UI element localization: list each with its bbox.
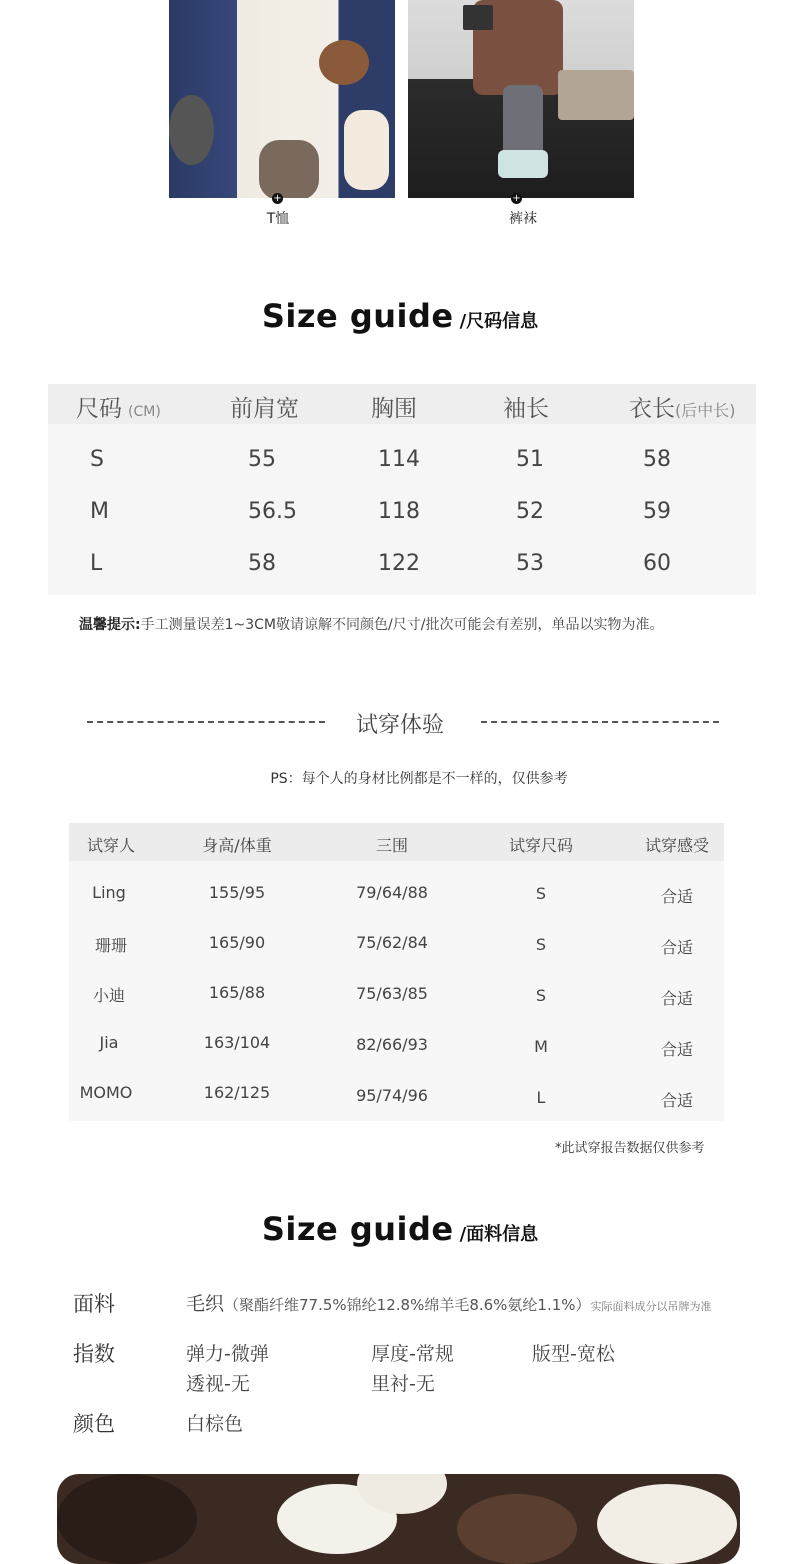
- tryon-cell: 75/63/85: [356, 984, 428, 1003]
- size-cell: 58: [643, 447, 671, 472]
- size-header-sleeve: 袖长: [503, 396, 549, 422]
- tryon-cell: 合适: [660, 938, 694, 957]
- tryon-header: 身高/体重: [202, 836, 272, 855]
- tryon-header: 试穿感受: [644, 836, 710, 855]
- tryon-cell: 163/104: [203, 1033, 271, 1052]
- tryon-cell: 79/64/88: [356, 883, 428, 902]
- size-cell: S: [90, 447, 104, 472]
- size-cell: 52: [516, 499, 544, 524]
- size-cell: L: [90, 551, 103, 576]
- tryon-cell: Ling: [92, 883, 126, 902]
- fabric-index-item: 厚度-常规: [371, 1343, 454, 1365]
- fabric-color-label: 颜色: [73, 1412, 115, 1436]
- fabric-index-item: 弹力-微弹: [186, 1343, 269, 1365]
- tryon-cell: 95/74/96: [356, 1086, 428, 1105]
- tryon-cell: S: [535, 986, 547, 1005]
- tryon-cell: L: [536, 1088, 546, 1107]
- size-cell: 58: [248, 551, 276, 576]
- tryon-header: 三围: [375, 836, 409, 855]
- tryon-table: [69, 823, 724, 1121]
- size-cell: 51: [516, 447, 544, 472]
- divider-right: [481, 721, 719, 723]
- tryon-ps: PS：每个人的身材比例都是不一样的，仅供参考: [270, 771, 568, 787]
- size-header-shoulder: 前肩宽: [230, 396, 299, 422]
- tryon-cell: M: [534, 1037, 548, 1056]
- tryon-cell: S: [535, 935, 547, 954]
- tryon-cell: Jia: [99, 1033, 119, 1052]
- size-header-size: 尺码 (CM): [76, 396, 161, 422]
- size-header-length: 衣长(后中长): [629, 396, 736, 422]
- size-cell: 118: [378, 499, 420, 524]
- fabric-index-item: 透视-无: [186, 1373, 250, 1395]
- tryon-footnote: *此试穿报告数据仅供参考: [555, 1141, 705, 1156]
- tryon-cell: 155/95: [208, 883, 266, 902]
- fabric-index-item: 版型-宽松: [532, 1343, 615, 1365]
- size-table: [48, 384, 756, 595]
- fabric-index-item: 里衬-无: [371, 1373, 435, 1395]
- plus-icon: +: [512, 193, 521, 204]
- size-cell: 122: [378, 551, 420, 576]
- fabric-color-value: 白棕色: [186, 1413, 244, 1435]
- product-photo-tights[interactable]: [408, 0, 634, 198]
- size-header-chest: 胸围: [371, 396, 417, 422]
- tryon-cell: 合适: [660, 1040, 694, 1059]
- size-cell: M: [90, 499, 109, 524]
- size-cell: 59: [643, 499, 671, 524]
- tryon-cell: 小迪: [92, 986, 126, 1005]
- fabric-material-value: 毛织（聚酯纤维77.5%锦纶12.8%绵羊毛8.6%氨纶1.1%）实际面料成分以吊牌为准: [186, 1293, 712, 1315]
- tryon-cell: 165/90: [208, 933, 266, 952]
- size-cell: 114: [378, 447, 420, 472]
- size-cell: 53: [516, 551, 544, 576]
- size-tip: 温馨提示:手工测量误差1~3CM敬请谅解不同颜色/尺寸/批次可能会有差别，单品以实物为准。: [79, 617, 664, 633]
- tryon-cell: 合适: [660, 989, 694, 1008]
- size-guide-title: Size guide /尺码信息: [261, 297, 539, 335]
- tryon-cell: MOMO: [79, 1083, 133, 1102]
- size-cell: 60: [643, 551, 671, 576]
- tryon-cell: 75/62/84: [356, 933, 428, 952]
- tryon-cell: 合适: [660, 887, 694, 906]
- size-cell: 56.5: [248, 499, 297, 524]
- tryon-title: 试穿体验: [355, 713, 444, 738]
- fabric-closeup-image[interactable]: [57, 1474, 740, 1564]
- size-cell: 55: [248, 447, 276, 472]
- plus-icon: +: [273, 193, 282, 204]
- fabric-guide-title: Size guide /面料信息: [261, 1210, 539, 1248]
- product-label: 裤袜: [509, 211, 537, 227]
- tryon-cell: 162/125: [203, 1083, 271, 1102]
- tryon-cell: 82/66/93: [356, 1035, 428, 1054]
- tryon-header: 试穿人: [86, 836, 136, 855]
- tryon-cell: 165/88: [208, 983, 266, 1002]
- product-label: T恤: [266, 211, 290, 227]
- fabric-index-label: 指数: [73, 1342, 115, 1366]
- tryon-cell: S: [535, 884, 547, 903]
- tryon-header: 试穿尺码: [508, 836, 574, 855]
- tryon-cell: 珊珊: [94, 936, 128, 955]
- product-photo-tshirt[interactable]: [169, 0, 395, 198]
- tryon-cell: 合适: [660, 1091, 694, 1110]
- fabric-material-label: 面料: [73, 1292, 115, 1316]
